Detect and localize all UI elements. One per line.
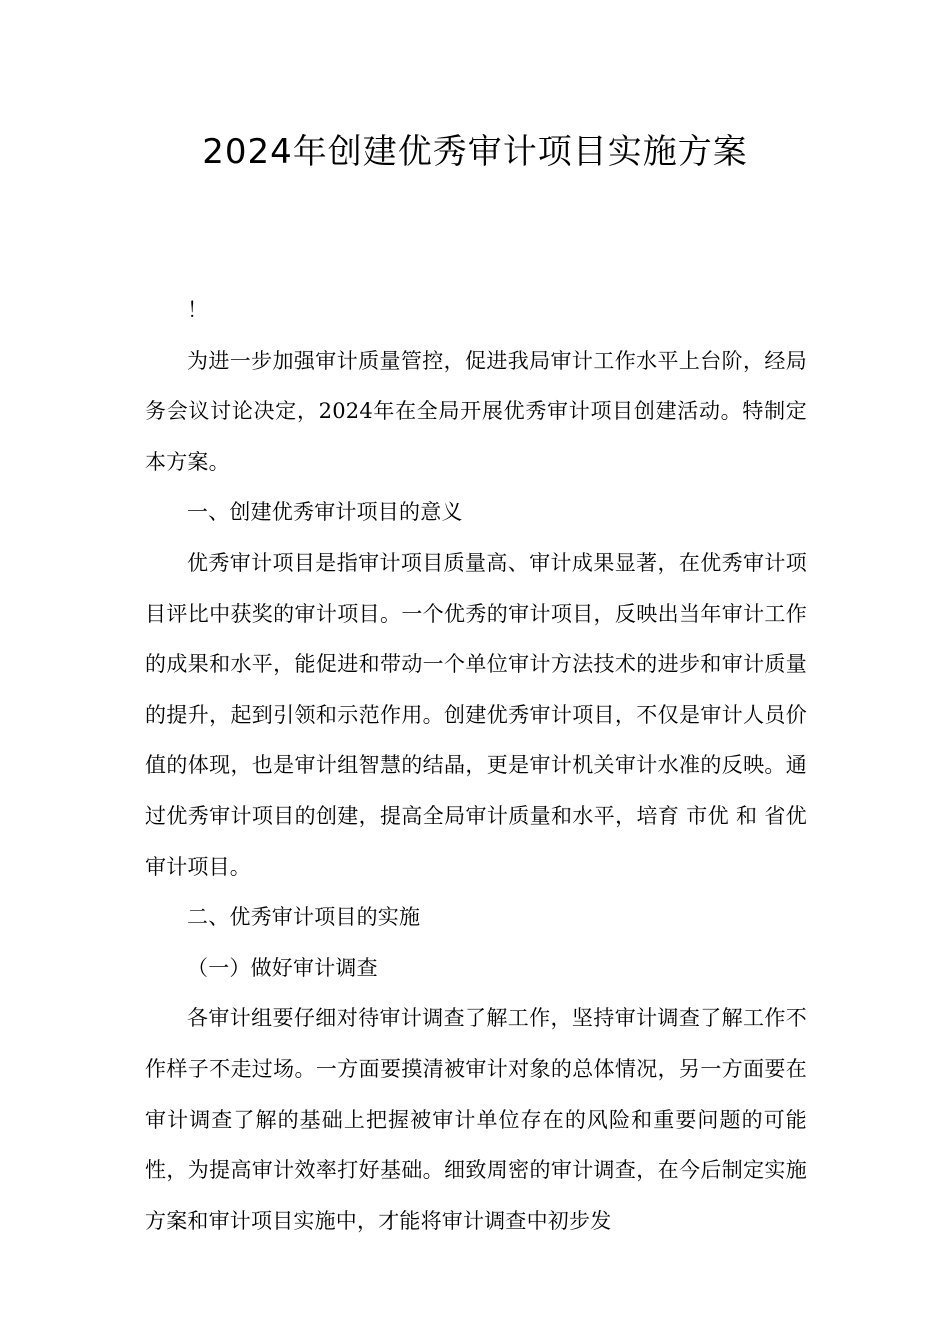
section-heading-implementation: 二、优秀审计项目的实施 (187, 905, 421, 930)
document-body (145, 285, 807, 1246)
subsection-heading-audit-survey: （一）做好审计调查 (187, 955, 378, 980)
section-heading-significance: 一、创建优秀审计项目的意义 (187, 500, 463, 525)
audit-survey-paragraph: 各审计组要仔细对待审计调查了解工作，坚持审计调查了解工作不作样子不走过场。一方面要摸清被审计对象的总体情况，另一方面要在审计调查了解的基础上把握被审计单位存在的风险和重要问题的可能性，为提高审计效率打好基础。细致周密的审计调查，在今后制定实施方案和审计项目实施中，才能将审计调查中初步发 (145, 1006, 807, 1233)
document-title: 2024年创建优秀审计项目实施方案 (202, 132, 748, 172)
significance-paragraph: 优秀审计项目是指审计项目质量高、审计成果显著，在优秀审计项目评比中获奖的审计项目。一个优秀的审计项目，反映出当年审计工作的成果和水平，能促进和带动一个单位审计方法技术的进步和审计质量的提升，起到引领和示范作用。创建优秀审计项目，不仅是审计人员价值的体现，也是审计组智慧的结晶，更是审计机关审计水准的反映。通过优秀审计项目的创建，提高全局审计质量和水平，培育 市优 和 省优 审计项目。 (145, 550, 807, 879)
exclamation-line: ！ (187, 298, 209, 322)
intro-paragraph: 为进一步加强审计质量管控，促进我局审计工作水平上台阶，经局务会议讨论决定，2024年在全局开展优秀审计项目创建活动。特制定本方案。 (145, 348, 807, 474)
